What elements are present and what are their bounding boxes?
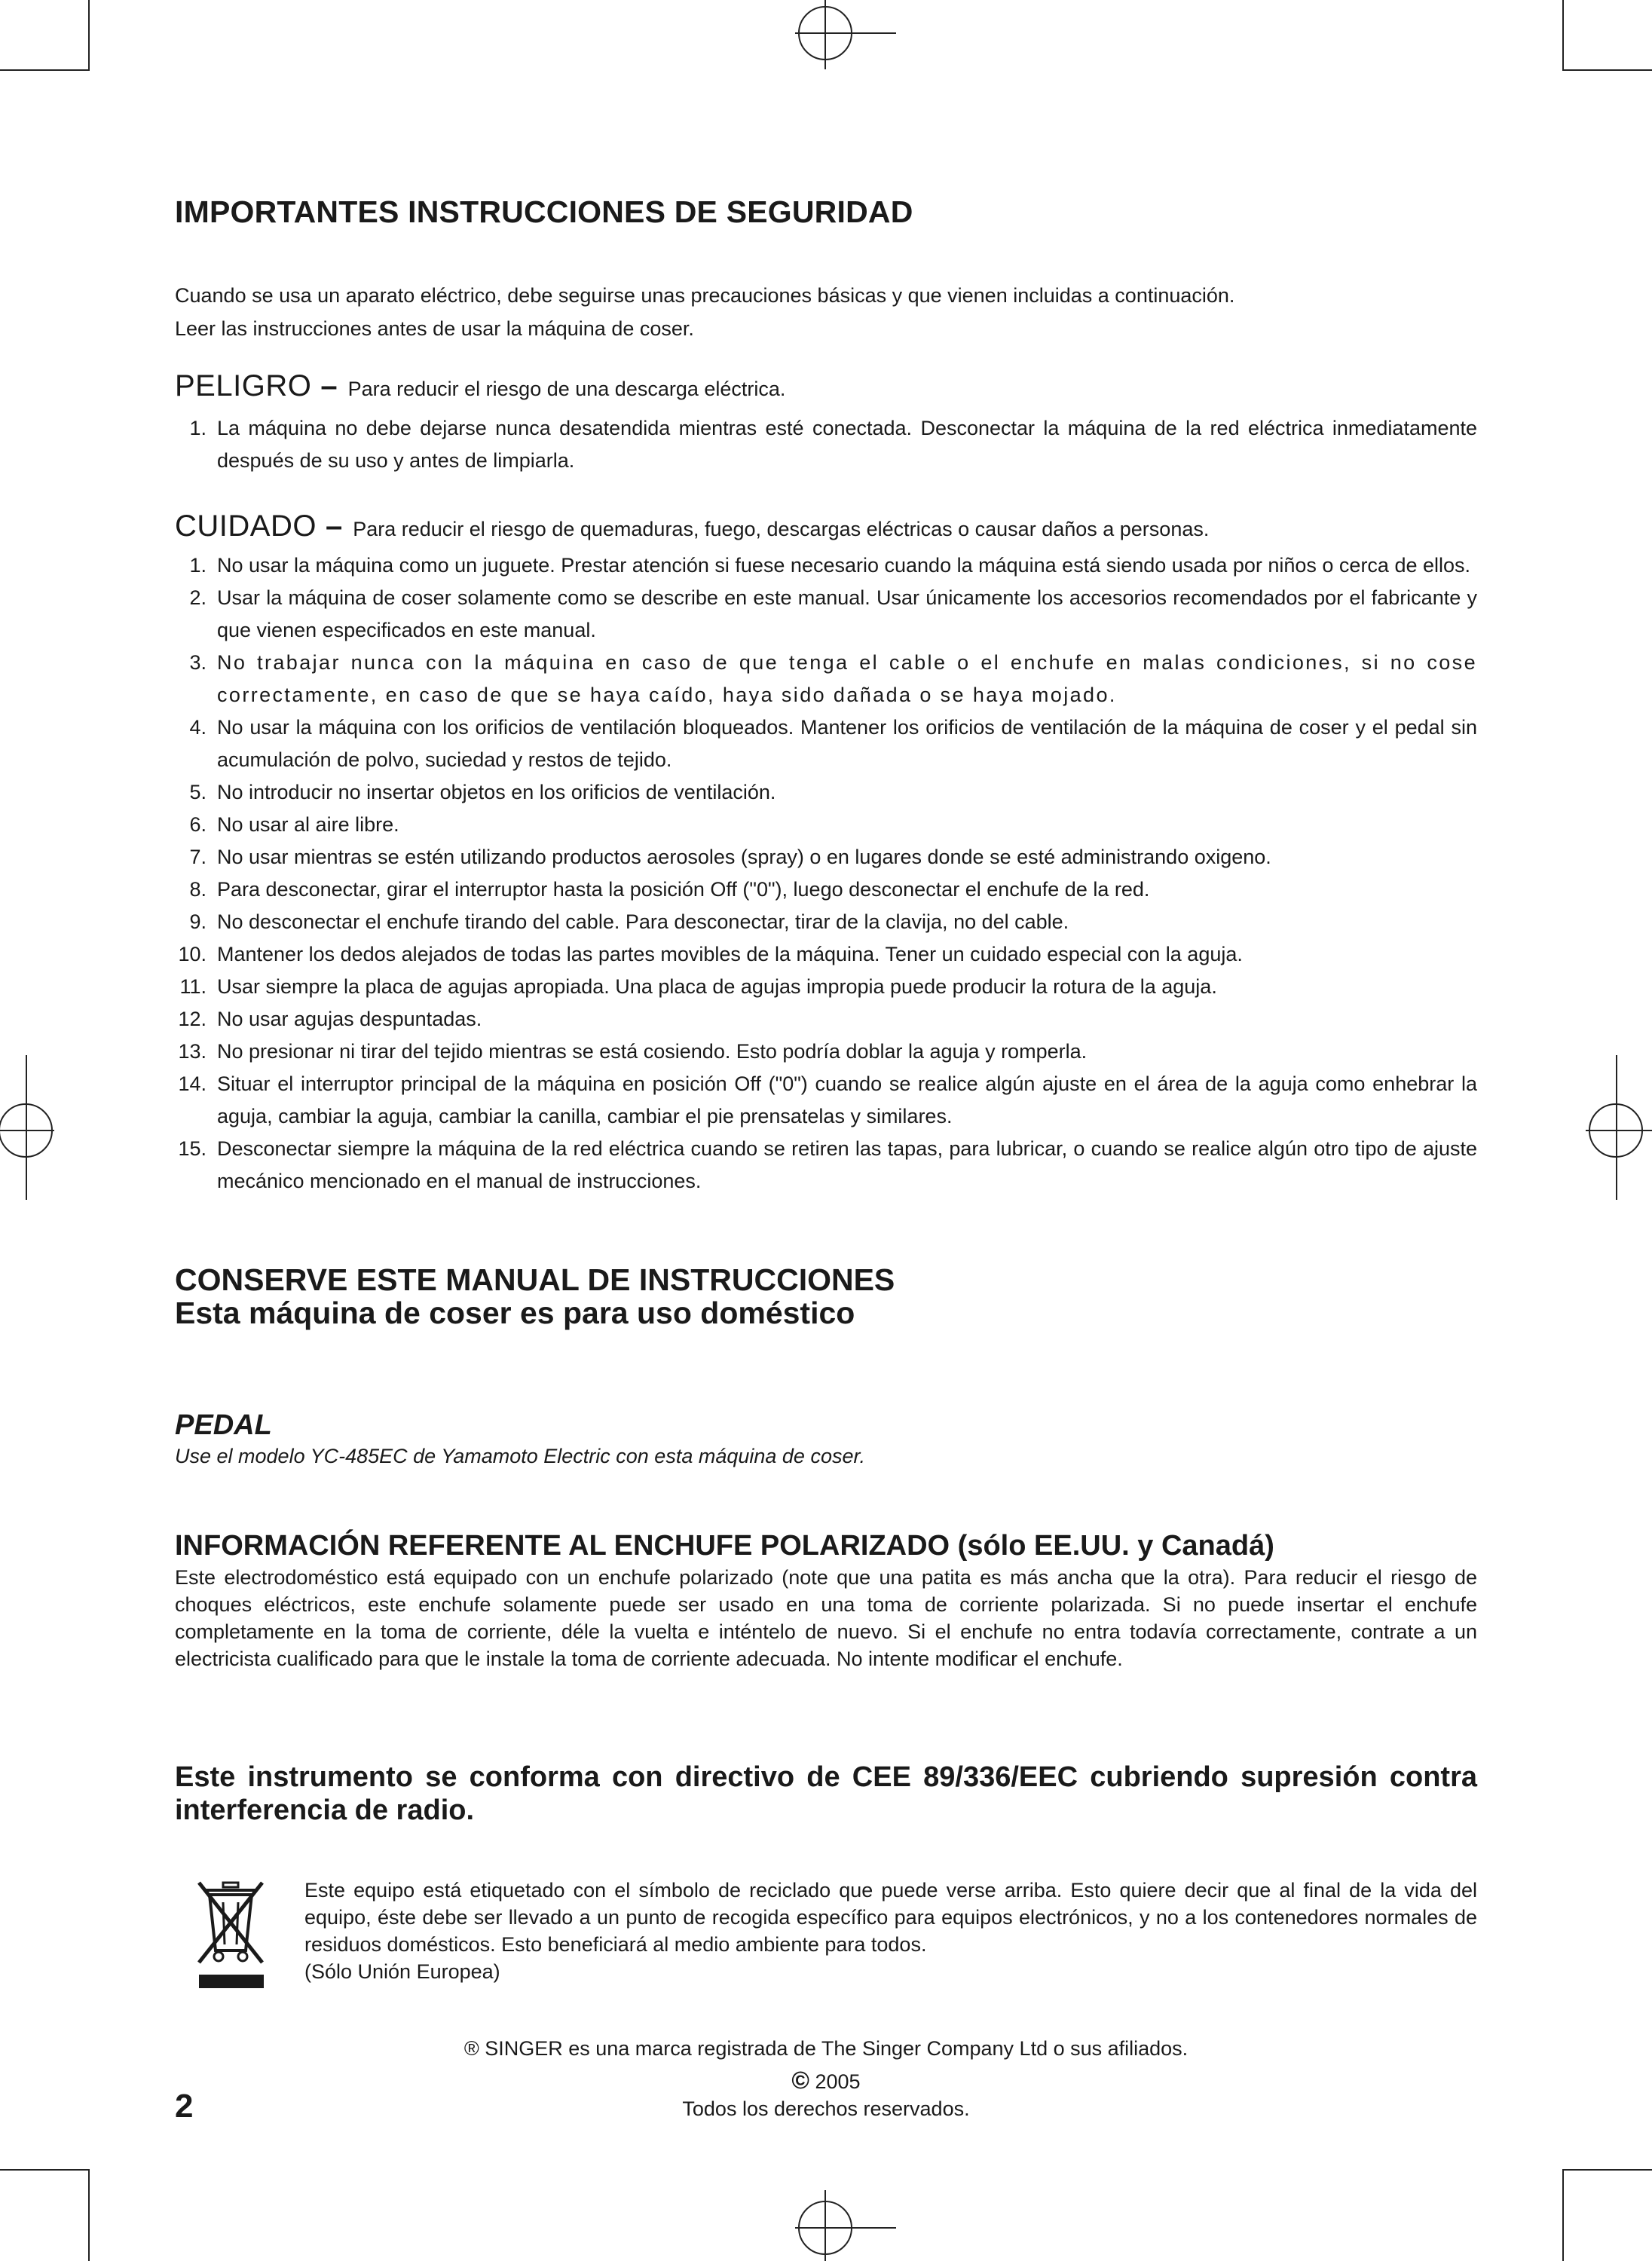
item-text: No usar la máquina con los orificios de ventilación bloqueados. Mantener los orificios de ventilación de la máquina de coser y el pedal sin acumulación de polvo, suciedad y restos de tejido. bbox=[217, 716, 1477, 771]
item-number: 2. bbox=[189, 586, 206, 609]
item-text: No trabajar nunca con la máquina en caso de que tenga el cable o el enchufe en malas condiciones, si no cose correctamente, en caso de que se haya caído, haya sido dañada o se haya mojado. bbox=[217, 651, 1477, 706]
peligro-label: PELIGRO bbox=[175, 369, 312, 402]
page-number: 2 bbox=[175, 2088, 194, 2125]
cuidado-dash: – bbox=[325, 509, 343, 543]
item-number: 3. bbox=[189, 651, 206, 674]
list-item bbox=[175, 971, 1477, 1003]
item-text: Situar el interruptor principal de la máquina en posición Off ("0") cuando se realice algún ajuste en el área de la aguja como enhebrar la aguja, cambiar la aguja, cambiar la canilla, cambiar el pie prensatelas y similares. bbox=[217, 1072, 1477, 1127]
item-number: 1. bbox=[189, 554, 206, 577]
crop-mark bbox=[1562, 2169, 1564, 2261]
pedal-title: PEDAL bbox=[175, 1409, 272, 1441]
cee-title: Este instrumento se conforma con directivo de CEE 89/336/EEC cubriendo supresión contra interferencia de radio. bbox=[175, 1761, 1477, 1826]
cuidado-section bbox=[175, 509, 1477, 1198]
enchufe-section bbox=[175, 1530, 1477, 1672]
intro-paragraph bbox=[175, 279, 1477, 345]
list-item bbox=[175, 873, 1477, 906]
recycle-note: (Sólo Unión Europea) bbox=[304, 1960, 500, 1983]
intro-line: Cuando se usa un aparato eléctrico, debe seguirse unas precauciones básicas y que vienen incluidas a continuación. bbox=[175, 284, 1235, 307]
conserve-line2: Esta máquina de coser es para uso doméstico bbox=[175, 1296, 855, 1330]
list-item bbox=[175, 809, 1477, 841]
item-number: 4. bbox=[189, 716, 206, 739]
item-text: No usar agujas despuntadas. bbox=[217, 1008, 482, 1030]
item-text: No presionar ni tirar del tejido mientras se está cosiendo. Esto podría doblar la aguja y romperla. bbox=[217, 1040, 1088, 1063]
peligro-list bbox=[175, 412, 1477, 477]
item-text: Mantener los dedos alejados de todas las partes movibles de la máquina. Tener un cuidado especial con la aguja. bbox=[217, 943, 1243, 965]
crop-mark bbox=[1562, 0, 1564, 69]
rights-text: Todos los derechos reservados. bbox=[682, 2097, 970, 2120]
item-number: 14. bbox=[178, 1072, 206, 1095]
cee-section bbox=[175, 1761, 1477, 1827]
item-number: 10. bbox=[178, 943, 206, 965]
crop-mark bbox=[0, 2169, 90, 2171]
peligro-section bbox=[175, 369, 1477, 477]
crop-mark bbox=[88, 2169, 90, 2261]
crop-mark bbox=[1562, 69, 1652, 71]
list-item bbox=[175, 1068, 1477, 1133]
crop-mark bbox=[0, 69, 90, 71]
item-text: No usar la máquina como un juguete. Prestar atención si fuese necesario cuando la máquina está siendo usada por niños o cerca de ellos. bbox=[217, 554, 1471, 577]
item-number: 6. bbox=[189, 813, 206, 836]
item-text: No introducir no insertar objetos en los orificios de ventilación. bbox=[217, 781, 776, 803]
cuidado-heading bbox=[175, 509, 1477, 543]
item-text: Usar siempre la placa de agujas apropiada. Una placa de agujas impropia puede producir la rotura de la aguja. bbox=[217, 975, 1217, 998]
page-title: IMPORTANTES INSTRUCCIONES DE SEGURIDAD bbox=[175, 194, 913, 229]
enchufe-text: Este electrodoméstico está equipado con un enchufe polarizado (note que una patita es más ancha que la otra). Para reducir el riesgo de choques eléctricos, este enchufe solamente puede ser usado en una toma de corriente polarizada. Si no puede insertar el enchufe completamente en la toma de corriente, déle la vuelta e inténtelo de nuevo. Si el enchufe no entra todavía correctamente, contrate a un electricista cualificado para que le instale la toma de corriente adecuada. No intente modificar el enchufe. bbox=[175, 1566, 1477, 1670]
list-item bbox=[175, 841, 1477, 873]
list-item bbox=[175, 938, 1477, 971]
item-number: 1. bbox=[189, 417, 206, 439]
enchufe-title: INFORMACIÓN REFERENTE AL ENCHUFE POLARIZADO (sólo EE.UU. y Canadá) bbox=[175, 1530, 1274, 1562]
recycle-section bbox=[175, 1877, 1477, 1997]
pedal-section bbox=[175, 1409, 1477, 1468]
list-item bbox=[175, 711, 1477, 776]
conserve-line1: CONSERVE ESTE MANUAL DE INSTRUCCIONES bbox=[175, 1262, 895, 1297]
list-item bbox=[175, 1133, 1477, 1198]
item-number: 13. bbox=[178, 1040, 206, 1063]
list-item bbox=[175, 647, 1477, 711]
footer bbox=[175, 2035, 1477, 2122]
item-text: No usar mientras se estén utilizando productos aerosoles (spray) o en lugares donde se esté administrando oxigeno. bbox=[217, 846, 1271, 868]
item-text: No usar al aire libre. bbox=[217, 813, 399, 836]
item-number: 12. bbox=[178, 1008, 206, 1030]
copyright-line bbox=[175, 2067, 1477, 2095]
list-item bbox=[175, 412, 1477, 477]
cuidado-list bbox=[175, 549, 1477, 1198]
copyright-year: 2005 bbox=[815, 2070, 861, 2093]
item-text: Para desconectar, girar el interruptor hasta la posición Off ("0"), luego desconectar el enchufe de la red. bbox=[217, 878, 1150, 901]
conserve-heading bbox=[175, 1263, 1477, 1329]
item-number: 5. bbox=[189, 781, 206, 803]
cuidado-text: Para reducir el riesgo de quemaduras, fuego, descargas eléctricas o causar daños a personas. bbox=[353, 518, 1210, 540]
recycle-text: Este equipo está etiquetado con el símbolo de reciclado que puede verse arriba. Esto quiere decir que al final de la vida del equipo, éste debe ser llevado a un punto de recogida específico para equipos electrónicos, y no a los contenedores normales de residuos domésticos. Esto beneficiará al medio ambiente para todos. bbox=[304, 1879, 1477, 1956]
item-text: Usar la máquina de coser solamente como se describe en este manual. Usar únicamente los accesorios recomendados por el fabricante y que vienen especificados en este manual. bbox=[217, 586, 1477, 641]
crossed-bin-icon bbox=[194, 1878, 267, 1991]
item-number: 11. bbox=[179, 975, 206, 998]
item-number: 15. bbox=[178, 1137, 206, 1160]
item-number: 8. bbox=[189, 878, 206, 901]
pedal-text: Use el modelo YC-485EC de Yamamoto Electric con esta máquina de coser. bbox=[175, 1445, 865, 1467]
crop-mark bbox=[1562, 2169, 1652, 2171]
peligro-heading bbox=[175, 369, 1477, 403]
item-text: La máquina no debe dejarse nunca desatendida mientras esté conectada. Desconectar la máquina de la red eléctrica inmediatamente después de su uso y antes de limpiarla. bbox=[217, 417, 1477, 472]
peligro-text: Para reducir el riesgo de una descarga eléctrica. bbox=[347, 378, 786, 400]
list-item bbox=[175, 1036, 1477, 1068]
list-item bbox=[175, 1003, 1477, 1036]
list-item bbox=[175, 582, 1477, 647]
item-text: Desconectar siempre la máquina de la red eléctrica cuando se retiren las tapas, para lubricar, o cuando se realice algún otro tipo de ajuste mecánico mencionado en el manual de instrucciones. bbox=[217, 1137, 1477, 1192]
item-text: No desconectar el enchufe tirando del cable. Para desconectar, tirar de la clavija, no del cable. bbox=[217, 910, 1069, 933]
peligro-dash: – bbox=[320, 369, 338, 402]
list-item bbox=[175, 776, 1477, 809]
cuidado-label: CUIDADO bbox=[175, 509, 317, 543]
intro-line: Leer las instrucciones antes de usar la máquina de coser. bbox=[175, 317, 694, 340]
item-number: 9. bbox=[189, 910, 206, 933]
crop-mark bbox=[88, 0, 90, 69]
recycle-text-block bbox=[304, 1877, 1477, 1985]
list-item bbox=[175, 906, 1477, 938]
list-item bbox=[175, 549, 1477, 582]
item-number: 7. bbox=[189, 846, 206, 868]
copyright-symbol: © bbox=[791, 2067, 809, 2094]
trademark-text: ® SINGER es una marca registrada de The Singer Company Ltd o sus afiliados. bbox=[463, 2037, 1189, 2060]
